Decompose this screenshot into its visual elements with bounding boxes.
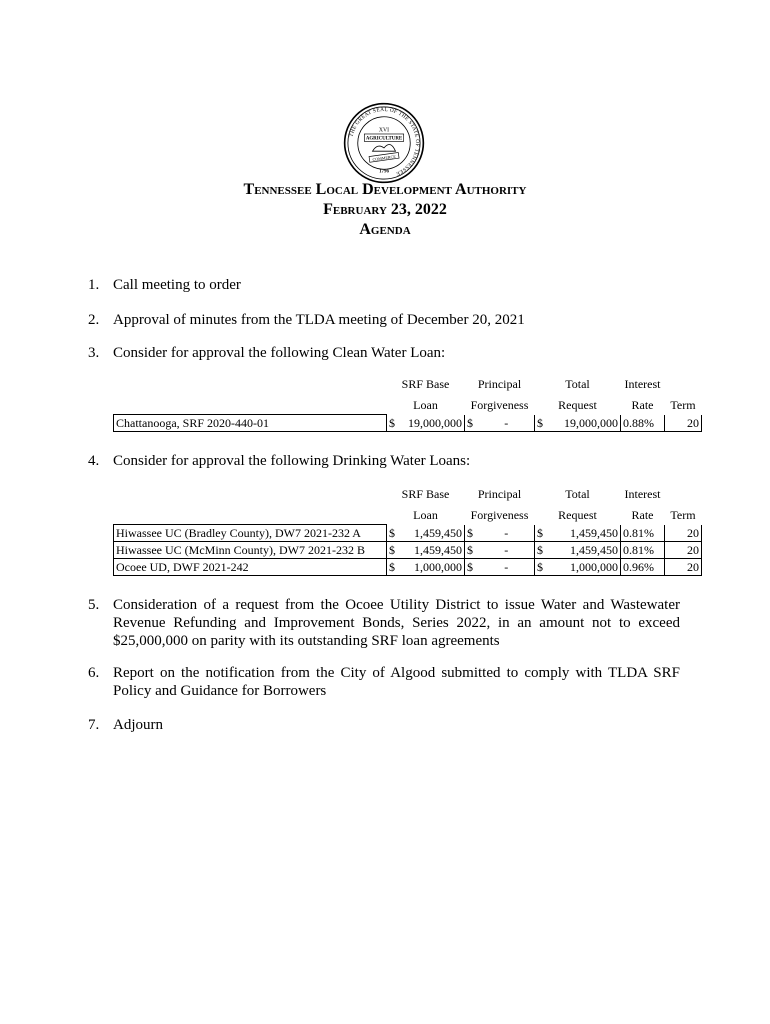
col-forgiveness: Forgiveness (470, 507, 529, 522)
col-total: Total (565, 487, 590, 501)
col-loan: Loan (413, 397, 438, 412)
col-interest: Interest (624, 377, 661, 391)
col-principal: Principal (477, 487, 522, 501)
col-forgiveness: Forgiveness (470, 397, 529, 412)
col-principal: Principal (477, 377, 522, 391)
svg-text:AGRICULTURE: AGRICULTURE (365, 136, 403, 142)
svg-text:XVI: XVI (378, 127, 390, 134)
title-agenda: Agenda (359, 221, 411, 238)
table-row: Chattanooga, SRF 2020-440-01 $ 19,000,000 $ - $ 19,000,000 0.88% 20 (114, 415, 702, 432)
drinking-water-loan-table (113, 484, 702, 576)
col-request: Request (558, 397, 597, 412)
col-rate: Rate (631, 507, 654, 522)
col-term: Term (670, 397, 696, 412)
table-row: Ocoee UD, DWF 2021-242 $ 1,000,000 $ - $ 1,000,000 0.96% 20 (114, 559, 702, 576)
svg-text:COMMERCE: COMMERCE (372, 153, 397, 162)
col-request: Request (558, 507, 597, 522)
col-interest: Interest (624, 487, 661, 501)
title-authority: Tennessee Local Development Authority (243, 181, 527, 198)
title-date: February 23, 2022 (323, 201, 447, 218)
col-term: Term (670, 507, 696, 522)
col-total: Total (565, 377, 590, 391)
svg-text:THE GREAT SEAL OF THE STATE OF: THE GREAT SEAL OF THE STATE OF TENNESSEE (348, 106, 421, 177)
table-row: Hiwassee UC (Bradley County), DW7 2021-232 A $ 1,459,450 $ - $ 1,459,450 0.81% 20 (114, 525, 702, 542)
clean-water-loan-table (113, 374, 702, 432)
col-srf-base: SRF Base (401, 487, 450, 501)
col-rate: Rate (631, 397, 654, 412)
state-seal-logo (343, 102, 425, 184)
table-row: Hiwassee UC (McMinn County), DW7 2021-232 B $ 1,459,450 $ - $ 1,459,450 0.81% 20 (114, 542, 702, 559)
svg-text:1796: 1796 (379, 169, 389, 175)
col-loan: Loan (413, 507, 438, 522)
col-srf-base: SRF Base (401, 377, 450, 391)
document-title (0, 180, 770, 240)
